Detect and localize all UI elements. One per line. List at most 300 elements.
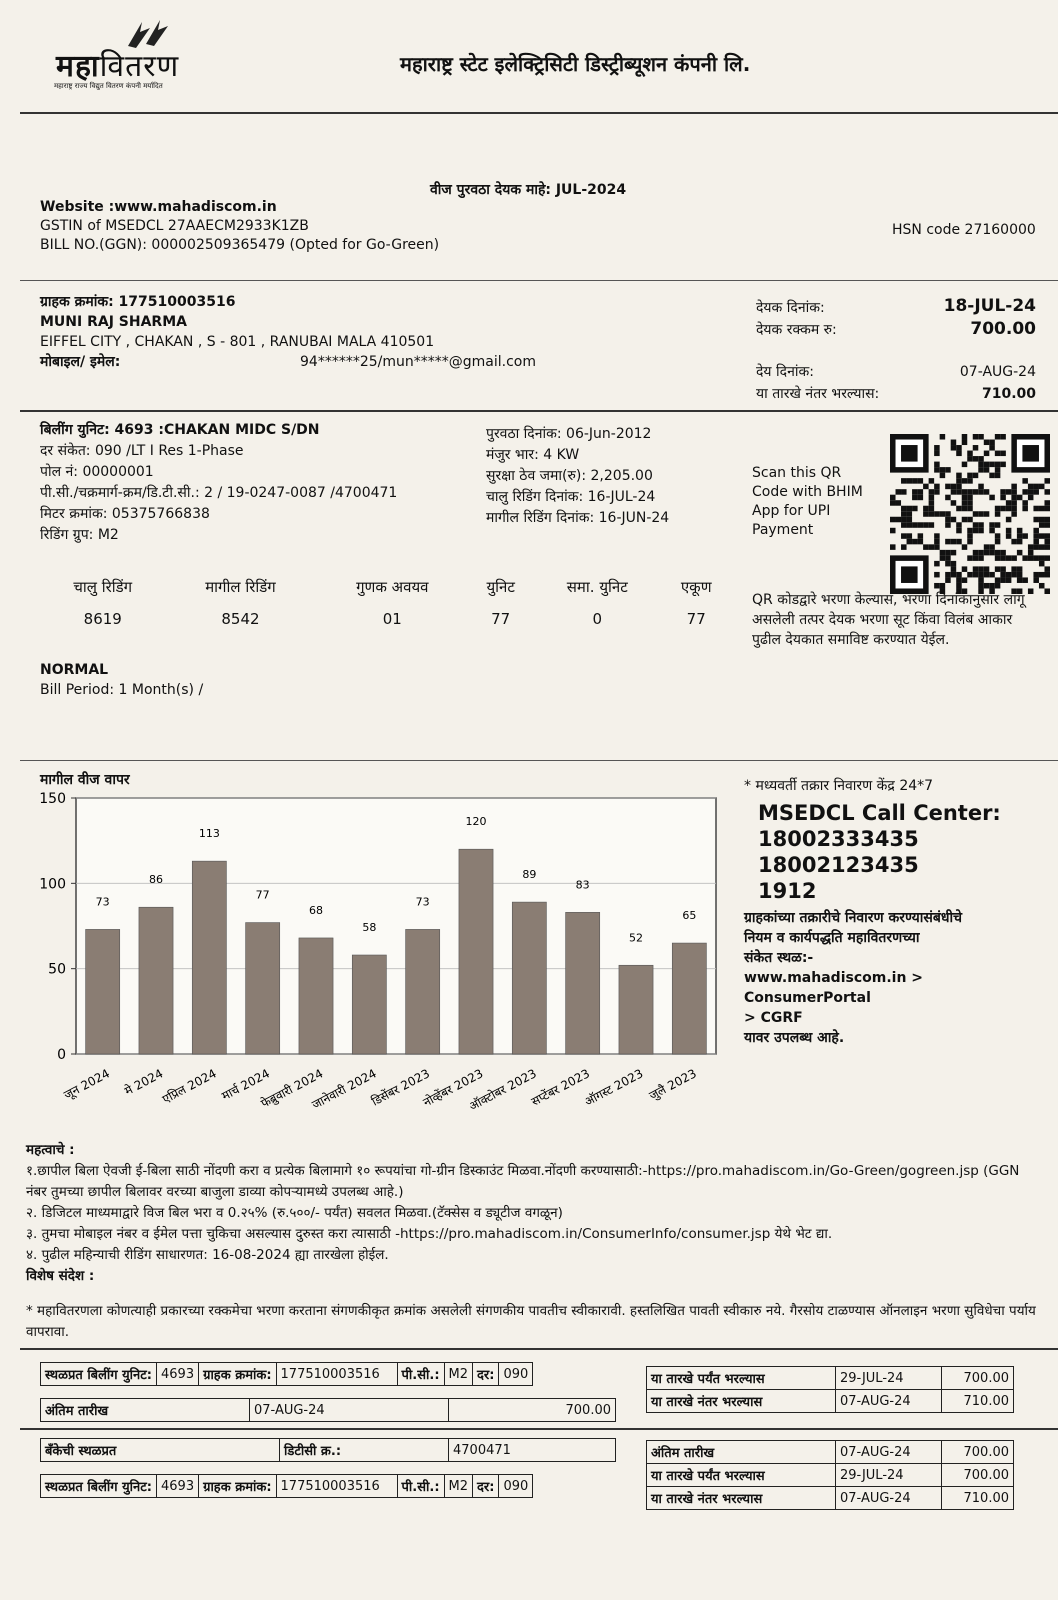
qr-module: [1006, 489, 1012, 495]
slip-rate-label: दर:: [473, 1475, 499, 1498]
call-center-block: [758, 800, 1001, 904]
note-item: ४. पुढील महिन्याची रीडिंग साधारणत: 16-08-2024 ह्या तारखेला होईल.: [26, 1247, 389, 1263]
qr-module: [1028, 550, 1034, 556]
qr-module: [995, 522, 1001, 528]
qr-module: [934, 511, 940, 517]
qr-module: [967, 533, 973, 539]
qr-module: [945, 555, 951, 561]
qr-module: [984, 550, 990, 556]
qr-module: [967, 555, 973, 561]
qr-module: [956, 572, 962, 578]
qr-module: [978, 462, 984, 468]
reading-header: मागील रिडिंग: [205, 578, 276, 596]
qr-module: [967, 500, 973, 506]
slip-unit-label: स्थळप्रत बिलींग युनिट:: [41, 1363, 157, 1386]
bar: [672, 943, 706, 1054]
call-center-number-3[interactable]: 1912: [758, 879, 817, 903]
website: Website :www.mahadiscom.in: [40, 199, 277, 215]
qr-module: [995, 583, 1001, 589]
qr-module: [912, 489, 918, 495]
special-message-heading: विशेष संदेश :: [26, 1268, 95, 1284]
slip-before-amount: 700.00: [941, 1464, 1013, 1487]
slip-before-label: या तारखे पर्यंत भरल्यास: [647, 1464, 836, 1487]
qr-module: [951, 484, 957, 490]
slip-before-label: या तारखे पर्यंत भरल्यास: [647, 1367, 836, 1390]
qr-module: [956, 484, 962, 490]
qr-module: [945, 561, 951, 567]
qr-module: [890, 544, 896, 550]
qr-module: [1006, 533, 1012, 539]
due-date: 07-AUG-24: [959, 364, 1036, 380]
bank-copy-label: बँकेची स्थळप्रत: [41, 1439, 280, 1462]
bar-value-label: 86: [149, 873, 163, 887]
cgrf-link[interactable]: > CGRF: [744, 1010, 803, 1026]
qr-module: [962, 517, 968, 523]
qr-module: [978, 484, 984, 490]
qr-module: [1033, 528, 1039, 534]
qr-module: [918, 478, 924, 484]
qr-module: [978, 528, 984, 534]
qr-module: [989, 445, 995, 451]
qr-module: [973, 555, 979, 561]
qr-module: [984, 467, 990, 473]
qr-module: [923, 506, 929, 512]
slip-last-date-label: अंतिम तारीख: [41, 1399, 250, 1422]
category-label: ऑगस्ट 2023: [582, 1066, 646, 1109]
bar-value-label: 89: [522, 868, 537, 882]
qr-module: [995, 555, 1001, 561]
qr-module: [995, 473, 1001, 479]
qr-module: [945, 539, 951, 545]
reading-status: NORMAL: [40, 662, 109, 678]
qr-module: [967, 478, 973, 484]
reading-group: रिडिंग ग्रुप: M2: [40, 527, 119, 543]
qr-module: [918, 522, 924, 528]
bar-value-label: 113: [198, 827, 220, 841]
qr-module: [934, 572, 940, 578]
qr-module: [890, 517, 896, 523]
qr-module: [962, 577, 968, 583]
qr-module: [956, 539, 962, 545]
qr-module: [951, 500, 957, 506]
qr-module: [1000, 572, 1006, 578]
qr-module: [951, 561, 957, 567]
qr-module: [995, 566, 1001, 572]
qr-module: [973, 522, 979, 528]
slip-last-amount: 700.00: [941, 1441, 1013, 1464]
qr-module: [967, 528, 973, 534]
slip-consumer-label: ग्राहक क्रमांक:: [199, 1475, 276, 1498]
slip-consumer: 177510003516: [276, 1475, 397, 1498]
bar: [246, 923, 280, 1054]
qr-module: [1006, 555, 1012, 561]
qr-module: [956, 522, 962, 528]
consumer-number: ग्राहक क्रमांक: 177510003516: [40, 294, 236, 310]
qr-module: [973, 550, 979, 556]
qr-module: [962, 478, 968, 484]
upi-qr-code[interactable]: [890, 434, 1050, 594]
slip-last-date: 07-AUG-24: [250, 1399, 449, 1422]
qr-module: [1044, 544, 1050, 550]
call-center-number-1[interactable]: 18002333435: [758, 827, 919, 851]
slip-header-table: [40, 1362, 533, 1386]
qr-module: [1033, 484, 1039, 490]
tariff: दर संकेत: 090 /LT I Res 1-Phase: [40, 443, 244, 459]
qr-module: [1017, 577, 1023, 583]
qr-module: [973, 473, 979, 479]
qr-module: [967, 456, 973, 462]
call-center-title: MSEDCL Call Center:: [758, 801, 1001, 825]
qr-module: [978, 566, 984, 572]
slip-after-amount: 710.00: [941, 1487, 1013, 1510]
bar-value-label: 73: [415, 895, 430, 909]
hsn-code: HSN code 27160000: [892, 222, 1036, 238]
y-tick-label: 0: [57, 1047, 66, 1063]
bar-value-label: 65: [682, 909, 697, 923]
after-due-amount: 710.00: [981, 386, 1036, 402]
qr-module: [1000, 495, 1006, 501]
qr-module: [901, 511, 907, 517]
qr-module: [1022, 478, 1028, 484]
qr-module: [1006, 528, 1012, 534]
bar: [139, 907, 173, 1054]
qr-module: [967, 473, 973, 479]
qr-module: [978, 555, 984, 561]
qr-module: [956, 506, 962, 512]
slip-last-date: 07-AUG-24: [836, 1441, 942, 1464]
qr-module: [951, 550, 957, 556]
bill-number: BILL NO.(GGN): 000002509365479 (Opted for Go-Green): [40, 237, 440, 253]
qr-module: [890, 528, 896, 534]
qr-module: [901, 533, 907, 539]
qr-module: [923, 484, 929, 490]
qr-note: QR कोडद्वारे भरणा केल्यास, भरणा दिनांकानुसार लागू असलेली तत्पर देयक भरणा सूट किंवा विलंब आकार पुढील देयकात समाविष्ट करण्यात येईल.: [752, 592, 1025, 648]
category-label: मे 2024: [122, 1066, 166, 1099]
qr-module: [1011, 495, 1017, 501]
meter-number: मिटर क्रमांक: 05375766838: [40, 506, 210, 522]
category-label: नोव्हेंबर 2023: [420, 1066, 486, 1110]
slip-after-label: या तारखे नंतर भरल्यास: [647, 1487, 836, 1510]
chart-title: मागील वीज वापर: [40, 772, 130, 788]
qr-module: [984, 489, 990, 495]
notes-heading: महत्वाचे :: [26, 1142, 75, 1158]
qr-module: [984, 440, 990, 446]
qr-module: [1000, 555, 1006, 561]
qr-module: [940, 473, 946, 479]
note-item: ३. तुमचा मोबाइल नंबर व ईमेल पत्ता चुकिचा असल्यास दुरुस्त करा त्यासाठी -https://pro.mahadiscom.in/ConsumerInfo/consumer.jsp येथे भेट द्या.: [26, 1226, 833, 1242]
qr-module: [929, 495, 935, 501]
qr-module: [907, 511, 913, 517]
qr-module: [1039, 506, 1045, 512]
bar-value-label: 58: [362, 921, 377, 935]
qr-module: [1028, 484, 1034, 490]
qr-module: [934, 467, 940, 473]
category-label: मार्च 2024: [219, 1066, 273, 1104]
qr-module: [945, 511, 951, 517]
y-tick-label: 150: [39, 791, 66, 807]
qr-module: [978, 522, 984, 528]
qr-module: [962, 440, 968, 446]
qr-module: [1000, 451, 1006, 457]
cgrf-info: [744, 908, 1044, 1048]
qr-module: [1011, 511, 1017, 517]
qr-module: [1011, 484, 1017, 490]
qr-module: [912, 522, 918, 528]
bar: [352, 955, 386, 1054]
qr-module: [896, 500, 902, 506]
note-item: २. डिजिटल माध्यमाद्वारे विज बिल भरा व 0.२५% (रु.५००/- पर्यंत) सवलत मिळवा.(टॅक्सेस व ड्यूटीज वगळून): [26, 1205, 563, 1221]
qr-module: [1011, 555, 1017, 561]
qr-module: [962, 434, 968, 440]
qr-module: [1039, 522, 1045, 528]
qr-module: [967, 495, 973, 501]
payment-warning: * महावितरणला कोणत्याही प्रकारच्या रक्कमेचा भरणा करताना संगणकीकृत क्रमांक असलेली संगणकीय पावतीच स्वीकारावी. हस्तलिखित पावती स्वीकारु नये. गैरसोय टाळण्यास ऑनलाइन भरणा सुविधेचा पर्याय वापरावा.: [26, 1303, 1036, 1340]
qr-module: [934, 533, 940, 539]
qr-module: [1028, 544, 1034, 550]
bar-value-label: 77: [255, 888, 270, 902]
divider: [20, 112, 1058, 114]
qr-module: [995, 511, 1001, 517]
cgrf-line: ग्राहकांच्या तक्रारीचे निवारण करण्यासंबंधीचे: [744, 910, 962, 926]
cgrf-line: संकेत स्थळ:-: [744, 950, 814, 966]
qr-module: [934, 583, 940, 589]
qr-module: [989, 473, 995, 479]
divider: [20, 280, 1058, 281]
slip-before-date: 29-JUL-24: [836, 1367, 942, 1390]
qr-module: [995, 467, 1001, 473]
qr-module: [1033, 489, 1039, 495]
qr-module: [945, 484, 951, 490]
qr-module: [1022, 489, 1028, 495]
qr-module: [978, 577, 984, 583]
bar-value-label: 68: [309, 903, 323, 917]
qr-module: [929, 544, 935, 550]
qr-module: [890, 500, 896, 506]
category-label: जानेवारी 2024: [309, 1066, 379, 1112]
slip-amounts-table-1: [646, 1366, 1014, 1413]
after-due-label: या तारखे नंतर भरल्यास:: [756, 386, 880, 402]
qr-module: [1033, 577, 1039, 583]
bill-month: वीज पुरवठा देयक माहे: JUL-2024: [430, 182, 627, 198]
qr-module: [1006, 500, 1012, 506]
qr-module: [918, 539, 924, 545]
qr-module: [912, 478, 918, 484]
qr-module: [1000, 577, 1006, 583]
category-label: सप्टेंबर 2023: [528, 1066, 593, 1109]
qr-module: [1006, 577, 1012, 583]
qr-module: [978, 434, 984, 440]
slip-pc: M2: [444, 1363, 473, 1386]
qr-module: [1000, 506, 1006, 512]
qr-module: [923, 511, 929, 517]
qr-module: [1044, 588, 1050, 594]
qr-module: [1028, 495, 1034, 501]
reading-header: गुणक अवयव: [356, 578, 429, 596]
bar: [299, 938, 333, 1054]
qr-module: [967, 517, 973, 523]
reading-header: एकूण: [680, 578, 712, 596]
readings-table: [40, 576, 730, 640]
qr-module: [934, 544, 940, 550]
bar: [512, 902, 546, 1054]
qr-module: [912, 495, 918, 501]
slip-unit: 4693: [157, 1363, 199, 1386]
call-center-number-2[interactable]: 18002123435: [758, 853, 919, 877]
bar: [619, 965, 653, 1054]
qr-module: [923, 544, 929, 550]
pc-route: पी.सी./चक्रमार्ग-क्रम/डि.टी.सी.: 2 / 19-0247-0087 /4700471: [40, 485, 398, 501]
qr-module: [951, 566, 957, 572]
qr-module: [934, 489, 940, 495]
qr-module: [1044, 572, 1050, 578]
qr-module: [901, 478, 907, 484]
qr-module: [1039, 572, 1045, 578]
qr-module: [1000, 550, 1006, 556]
qr-module: [995, 506, 1001, 512]
category-label: एप्रिल 2024: [160, 1066, 219, 1107]
qr-module: [918, 495, 924, 501]
qr-module: [934, 462, 940, 468]
qr-module: [1017, 566, 1023, 572]
qr-module: [1039, 484, 1045, 490]
qr-module: [1044, 533, 1050, 539]
qr-module: [1044, 539, 1050, 545]
qr-module: [1033, 555, 1039, 561]
slip-after-amount: 710.00: [941, 1390, 1013, 1413]
qr-module: [940, 550, 946, 556]
bank-amounts-table: [646, 1440, 1014, 1510]
qr-module: [967, 451, 973, 457]
qr-module: [940, 434, 946, 440]
qr-module: [912, 539, 918, 545]
supply-date: पुरवठा दिनांक: 06-Jun-2012: [486, 426, 652, 442]
qr-module: [923, 522, 929, 528]
slip-after-date: 07-AUG-24: [836, 1487, 942, 1510]
qr-module: [995, 539, 1001, 545]
qr-module: [1028, 555, 1034, 561]
qr-module: [945, 467, 951, 473]
qr-module: [951, 440, 957, 446]
sanctioned-load: मंजुर भार: 4 KW: [486, 447, 580, 463]
qr-module: [973, 434, 979, 440]
qr-module: [984, 566, 990, 572]
qr-module: [1033, 544, 1039, 550]
qr-module: [907, 517, 913, 523]
cgrf-link[interactable]: www.mahadiscom.in > ConsumerPortal: [744, 970, 924, 1006]
qr-module: [989, 550, 995, 556]
qr-module: [962, 506, 968, 512]
logo-text-bold: महा: [56, 49, 100, 84]
logo-text: वितरण: [99, 49, 180, 84]
qr-module: [962, 462, 968, 468]
qr-module: [989, 462, 995, 468]
reading-header: चालु रिडिंग: [73, 578, 133, 596]
qr-module: [1017, 572, 1023, 578]
qr-module: [929, 506, 935, 512]
qr-module: [1006, 572, 1012, 578]
qr-module: [901, 489, 907, 495]
category-label: जुलै 2023: [646, 1066, 699, 1103]
bar: [566, 912, 600, 1054]
slip-pc: M2: [444, 1475, 473, 1498]
qr-module: [1000, 434, 1006, 440]
qr-module: [989, 495, 995, 501]
qr-module: [929, 489, 935, 495]
bill-date-label: देयक दिनांक:: [756, 300, 825, 316]
pole: पोल नं: 00000001: [40, 464, 154, 480]
contact-label: मोबाइल/ इमेल:: [40, 354, 121, 370]
bank-copy-table: [40, 1438, 616, 1462]
qr-module: [907, 522, 913, 528]
mahavitaran-logo: [40, 18, 250, 98]
qr-module: [984, 462, 990, 468]
note-item: १.छापील बिला ऐवजी ई-बिला साठी नोंदणी करा व प्रत्येक बिलामागे १० रूपयांचा गो-ग्रीन डिस्काउंट मिळवा.नोंदणी करण्यासाठी:-https://pro.mahadiscom.in/Go-Green/gogreen.jsp (GGN नंबर तुमच्या छापील बिलावर वरच्या बाजुला डाव्या कोपऱ्यामध्ये उपलब्ध आहे.): [26, 1163, 1020, 1200]
slip-unit-label: स्थळप्रत बिलींग युनिट:: [41, 1475, 157, 1498]
connection-left: [40, 420, 397, 546]
qr-module: [945, 550, 951, 556]
bank-slip-header-table: [40, 1474, 533, 1498]
qr-module: [940, 583, 946, 589]
qr-module: [951, 445, 957, 451]
qr-module: [978, 583, 984, 589]
qr-module: [901, 544, 907, 550]
qr-module: [973, 528, 979, 534]
qr-module: [973, 572, 979, 578]
y-tick-label: 50: [48, 961, 66, 978]
qr-module: [956, 489, 962, 495]
qr-module: [1044, 522, 1050, 528]
qr-module: [978, 489, 984, 495]
qr-module: [1006, 517, 1012, 523]
reading-value: 77: [491, 610, 511, 628]
qr-module: [973, 445, 979, 451]
qr-module: [956, 478, 962, 484]
slip-unit: 4693: [157, 1475, 199, 1498]
consumer-address: EIFFEL CITY , CHAKAN , S - 801 , RANUBAI MALA 410501: [40, 334, 435, 350]
qr-module: [1033, 517, 1039, 523]
bar: [459, 849, 493, 1054]
qr-module: [1011, 572, 1017, 578]
grievance-note: * मध्यवर्ती तक्रार निवारण केंद्र 24*7: [744, 778, 934, 794]
qr-module: [896, 517, 902, 523]
qr-module: [1044, 517, 1050, 523]
qr-finder: [901, 445, 918, 462]
qr-module: [962, 495, 968, 501]
qr-module: [918, 489, 924, 495]
qr-module: [973, 456, 979, 462]
qr-module: [967, 539, 973, 545]
qr-module: [967, 489, 973, 495]
qr-module: [934, 539, 940, 545]
slip-last-date-label: अंतिम तारीख: [647, 1441, 836, 1464]
qr-module: [1044, 506, 1050, 512]
category-label: डिसेंबर 2023: [369, 1066, 433, 1109]
qr-module: [962, 544, 968, 550]
bar-value-label: 120: [465, 815, 487, 829]
qr-module: [934, 561, 940, 567]
bill-period: Bill Period: 1 Month(s) /: [40, 682, 204, 698]
qr-module: [978, 550, 984, 556]
security-deposit: सुरक्षा ठेव जमा(रु): 2,205.00: [486, 468, 653, 484]
important-notes: [26, 1140, 1036, 1343]
qr-module: [1017, 539, 1023, 545]
slip-last-amount: 700.00: [449, 1399, 616, 1422]
contact-value: 94******25/mun*****@gmail.com: [300, 354, 536, 370]
qr-module: [978, 572, 984, 578]
qr-module: [1011, 566, 1017, 572]
qr-module: [995, 577, 1001, 583]
qr-module: [956, 583, 962, 589]
